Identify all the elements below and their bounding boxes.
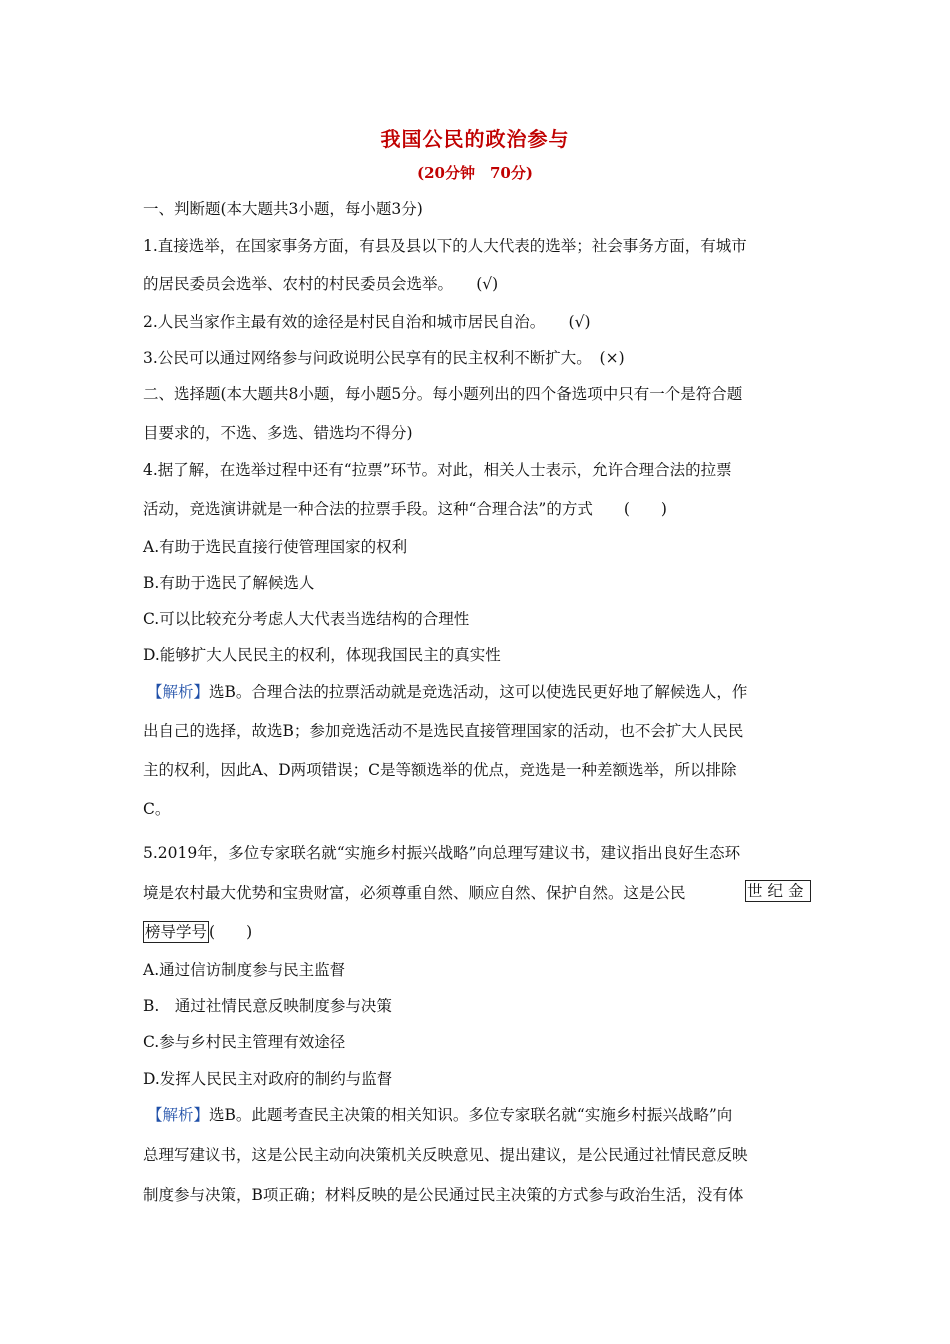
q4-analysis-line4: C。 (143, 800, 171, 818)
q4-analysis-text1: 选B。合理合法的拉票活动就是竞选活动，这可以使选民更好地了解候选人，作 (209, 683, 748, 701)
q2-text: 2.人民当家作主最有效的途径是村民自治和城市居民自治。 (√) (143, 313, 591, 331)
q1-line1: 1.直接选举，在国家事务方面，有县及县以下的人大代表的选举；社会事务方面，有城市 (143, 237, 747, 255)
q5-option-a: A.通过信访制度参与民主监督 (143, 961, 346, 979)
q4-line1: 4.据了解，在选举过程中还有“拉票”环节。对此，相关人士表示，允许合理合法的拉票 (143, 461, 732, 479)
page-subtitle: (20分钟 70分) (417, 164, 533, 182)
section2-heading-line2: 目要求的，不选、多选、错选均不得分) (143, 424, 413, 442)
q5-answer-paren: ( ) (209, 923, 253, 941)
q4-analysis-line2: 出自己的选择，故选B；参加竞选活动不是选民直接管理国家的活动，也不会扩大人民民 (143, 722, 744, 740)
q5-option-d: D.发挥人民民主对政府的制约与监督 (143, 1070, 393, 1088)
study-code-box-part1: 世纪金 (747, 882, 809, 900)
section2-heading-line1: 二、选择题(本大题共8小题，每小题5分。每小题列出的四个备选项中只有一个是符合题 (143, 385, 743, 403)
q3-text: 3.公民可以通过网络参与问政说明公民享有的民主权利不断扩大。 (×) (143, 349, 625, 367)
q5-option-c: C.参与乡村民主管理有效途径 (143, 1033, 346, 1051)
q4-analysis-line3: 主的权利，因此A、D两项错误；C是等额选举的优点，竞选是一种差额选举，所以排除 (143, 761, 737, 779)
analysis-tag: 【解析】 (147, 1106, 210, 1124)
q4-line2: 活动，竞选演讲就是一种合法的拉票手段。这种“合理合法”的方式 ( ) (143, 500, 667, 518)
study-code-box-part2: 榜导学号 (145, 923, 208, 941)
q4-analysis-line1 (147, 680, 747, 702)
q5-line2: 境是农村最大优势和宝贵财富，必须尊重自然、顺应自然、保护自然。这是公民 (143, 884, 686, 902)
q4-option-b: B.有助于选民了解候选人 (143, 574, 315, 592)
page-title: 我国公民的政治参与 (380, 127, 570, 151)
q5-line3 (143, 920, 252, 943)
q5-analysis-line3: 制度参与决策，B项正确；材料反映的是公民通过民主决策的方式参与政治生活，没有体 (143, 1186, 744, 1204)
q5-analysis-text1: 选B。此题考查民主决策的相关知识。多位专家联名就“实施乡村振兴战略”向 (209, 1106, 733, 1124)
q1-line2: 的居民委员会选举、农村的村民委员会选举。 (√) (143, 275, 499, 293)
q5-line1: 5.2019年，多位专家联名就“实施乡村振兴战略”向总理写建议书，建议指出良好生态环 (143, 844, 741, 862)
q5-analysis-line1 (147, 1103, 732, 1125)
analysis-tag: 【解析】 (147, 683, 210, 701)
q5-analysis-line2: 总理写建议书，这是公民主动向决策机关反映意见、提出建议，是公民通过社情民意反映 (143, 1146, 748, 1164)
section1-heading: 一、判断题(本大题共3小题，每小题3分) (143, 200, 423, 218)
q4-option-a: A.有助于选民直接行使管理国家的权利 (143, 538, 408, 556)
q4-option-d: D.能够扩大人民民主的权利，体现我国民主的真实性 (143, 646, 501, 664)
q4-option-c: C.可以比较充分考虑人大代表当选结构的合理性 (143, 610, 470, 628)
q5-option-b: B. 通过社情民意反映制度参与决策 (143, 997, 392, 1015)
